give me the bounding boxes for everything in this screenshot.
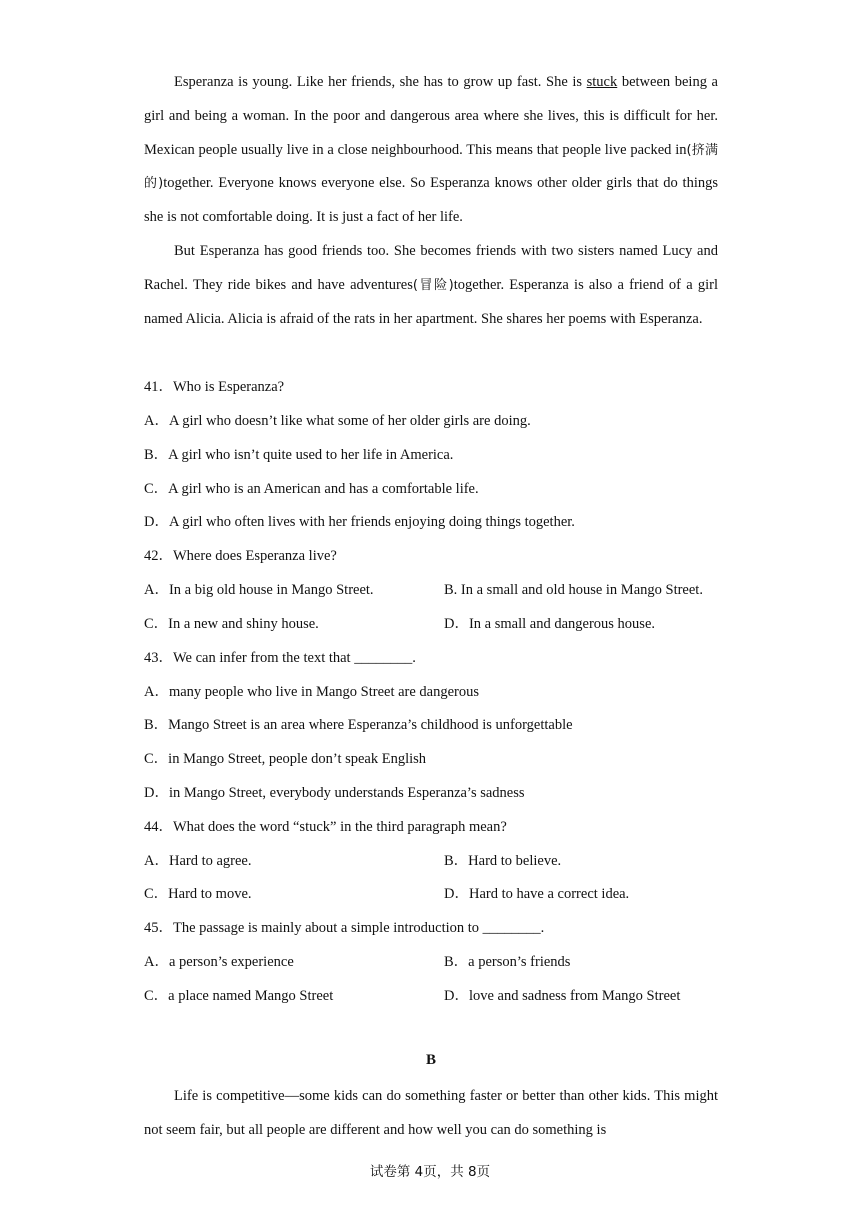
question-43-option-b: B．Mango Street is an area where Esperanza’s childhood is unforgettable (144, 717, 573, 733)
question-43-option-c: C．in Mango Street, people don’t speak English (144, 751, 427, 767)
question-45-option-d: D．love and sadness from Mango Street (444, 988, 681, 1004)
question-41-option-b: B．A girl who isn’t quite used to her life in America. (144, 447, 454, 463)
question-41-option-a: A．A girl who doesn’t like what some of her older girls are doing. (144, 413, 531, 429)
chinese-gloss-adventures: (冒险) (412, 277, 454, 293)
paragraph-2-text-start: But Esperanza has good friends too. She becomes friends with two sisters named Lucy and Rachel. They ride bikes and have adventures (144, 243, 718, 293)
section-b-paragraph: Life is competitive—some kids can do something faster or better than other kids. This might not seem fair, but all people are different and how well you can do something is (144, 1088, 718, 1138)
question-43-stem: 43．We can infer from the text that ________. (144, 650, 416, 666)
paragraph-1-text-end: together. Everyone knows everyone else. So Esperanza knows other older girls that do things she is not comfortable doing. It is just a fact of her life. (144, 175, 718, 226)
question-41-option-c: C．A girl who is an American and has a comfortable life. (144, 481, 479, 497)
question-42-option-b: B. In a small and old house in Mango Street. (444, 582, 703, 598)
question-42-stem: 42．Where does Esperanza live? (144, 548, 337, 564)
underlined-word-stuck: stuck (586, 74, 618, 90)
paragraph-2-text-end: together. Esperanza is also a friend of a girl named Alicia. Alicia is afraid of the rats in her apartment. She shares her poems with Esperanza. (144, 276, 718, 327)
chinese-gloss-packed: (挤满的) (144, 142, 719, 192)
question-42-option-d: D．In a small and dangerous house. (444, 616, 656, 632)
question-44-option-a: A．Hard to agree. (144, 853, 252, 869)
question-45-option-b: B．a person’s friends (444, 954, 571, 970)
paragraph-1-text-start: Esperanza is young. Like her friends, she has to grow up fast. She is (174, 74, 587, 90)
page-footer: 试卷第 4页，共 8页 (369, 1164, 491, 1180)
question-43-option-d: D．in Mango Street, everybody understands Esperanza’s sadness (144, 785, 525, 801)
question-44-option-d: D．Hard to have a correct idea. (444, 886, 630, 902)
question-42-option-c: C．In a new and shiny house. (144, 616, 319, 632)
paragraph-1-text-middle: between being a girl and being a woman. In the poor and dangerous area where she lives, this is difficult for her. Mexican people usually live in a close neighbourhood. This means that people live packed in (144, 74, 718, 158)
question-43-option-a: A．many people who live in Mango Street are dangerous (144, 684, 480, 700)
question-41-stem: 41．Who is Esperanza? (144, 379, 285, 395)
passage-paragraph-2 (144, 235, 718, 336)
question-45-stem: 45．The passage is mainly about a simple introduction to ________. (144, 920, 545, 936)
passage-paragraph-1 (144, 66, 718, 235)
question-41-option-d: D．A girl who often lives with her friends enjoying doing things together. (144, 514, 575, 530)
question-45-option-a: A．a person’s experience (144, 954, 294, 970)
section-b-heading: B (425, 1052, 436, 1068)
question-45-option-c: C．a place named Mango Street (144, 988, 334, 1004)
question-44-option-c: C．Hard to move. (144, 886, 252, 902)
question-44-option-b: B．Hard to believe. (444, 853, 562, 869)
question-44-stem: 44．What does the word “stuck” in the third paragraph mean? (144, 819, 507, 835)
question-42-option-a: A．In a big old house in Mango Street. (144, 582, 374, 598)
